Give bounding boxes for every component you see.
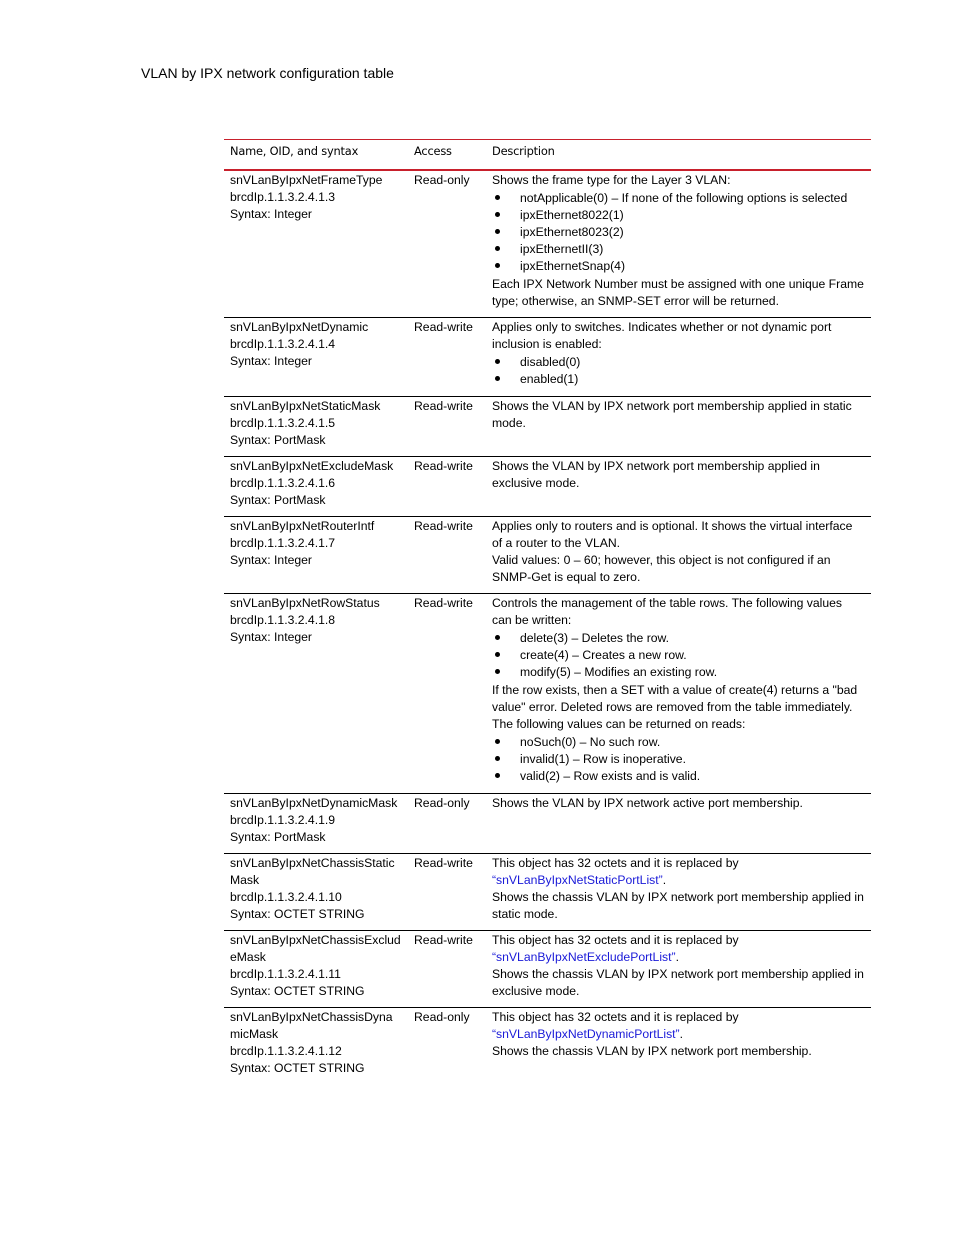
replacement-object-link[interactable]: “snVLanByIpxNetStaticPortList” bbox=[492, 873, 663, 887]
description-cell bbox=[486, 397, 871, 457]
object-syntax: Syntax: OCTET STRING bbox=[230, 984, 365, 998]
object-name: snVLanByIpxNetFrameType bbox=[230, 173, 383, 187]
description-cell bbox=[486, 318, 871, 397]
table-row bbox=[224, 794, 871, 854]
bullet-icon bbox=[495, 263, 500, 268]
name-cell bbox=[224, 397, 408, 457]
object-name: snVLanByIpxNetRowStatus bbox=[230, 596, 380, 610]
list-item: enabled(1) bbox=[492, 371, 865, 388]
bullet-icon bbox=[495, 246, 500, 251]
object-syntax: Syntax: Integer bbox=[230, 630, 312, 644]
object-oid: brcdIp.1.1.3.2.4.1.12 bbox=[230, 1044, 342, 1058]
bullet-icon bbox=[495, 195, 500, 200]
description-cell bbox=[486, 1008, 871, 1085]
access-cell: Read-write bbox=[408, 397, 486, 457]
bullet-icon bbox=[495, 635, 500, 640]
column-header-description: Description bbox=[486, 140, 871, 171]
object-syntax: Syntax: Integer bbox=[230, 207, 312, 221]
description-text: Shows the VLAN by IPX network port membership applied in exclusive mode. bbox=[492, 459, 820, 490]
description-cell bbox=[486, 457, 871, 517]
access-cell: Read-only bbox=[408, 794, 486, 854]
table-row bbox=[224, 854, 871, 931]
description-cell bbox=[486, 594, 871, 794]
running-head-title: VLAN by IPX network configuration table bbox=[141, 65, 394, 81]
description-text: This object has 32 octets and it is replaced by bbox=[492, 856, 739, 870]
table-row bbox=[224, 170, 871, 318]
table-row bbox=[224, 457, 871, 517]
description-text: Shows the VLAN by IPX network active port membership. bbox=[492, 796, 803, 810]
access-cell: Read-write bbox=[408, 931, 486, 1008]
object-syntax: Syntax: OCTET STRING bbox=[230, 1061, 365, 1075]
description-cell bbox=[486, 170, 871, 318]
object-syntax: Syntax: PortMask bbox=[230, 830, 326, 844]
bullet-icon bbox=[495, 359, 500, 364]
object-oid: brcdIp.1.1.3.2.4.1.6 bbox=[230, 476, 336, 490]
table-row bbox=[224, 517, 871, 594]
description-note: The following values can be returned on reads: bbox=[492, 717, 746, 731]
object-syntax: Syntax: PortMask bbox=[230, 433, 326, 447]
replacement-line: “snVLanByIpxNetStaticPortList”. bbox=[492, 873, 667, 887]
bullet-list bbox=[492, 190, 865, 275]
table-row bbox=[224, 1008, 871, 1085]
bullet-icon bbox=[495, 756, 500, 761]
object-oid: brcdIp.1.1.3.2.4.1.11 bbox=[230, 967, 341, 981]
access-cell: Read-only bbox=[408, 170, 486, 318]
table-row bbox=[224, 594, 871, 794]
description-text: This object has 32 octets and it is replaced by bbox=[492, 1010, 739, 1024]
object-syntax: Syntax: Integer bbox=[230, 354, 312, 368]
list-item: ipxEthernet8023(2) bbox=[492, 224, 865, 241]
object-name: snVLanByIpxNetDynamic bbox=[230, 320, 369, 334]
bullet-list bbox=[492, 734, 865, 785]
list-item: ipxEthernetII(3) bbox=[492, 241, 865, 258]
description-text: Controls the management of the table rows. The following values can be written: bbox=[492, 596, 843, 627]
description-note: Shows the chassis VLAN by IPX network port membership. bbox=[492, 1044, 812, 1058]
description-text: Applies only to routers and is optional. It shows the virtual interface of a router to the VLAN. bbox=[492, 519, 853, 550]
name-cell bbox=[224, 1008, 408, 1085]
bullet-icon bbox=[495, 652, 500, 657]
object-syntax: Syntax: PortMask bbox=[230, 493, 326, 507]
table-row bbox=[224, 931, 871, 1008]
access-cell: Read-write bbox=[408, 457, 486, 517]
object-name: snVLanByIpxNetDynamicMask bbox=[230, 796, 398, 810]
access-cell: Read-write bbox=[408, 854, 486, 931]
access-cell: Read-write bbox=[408, 517, 486, 594]
replacement-line: “snVLanByIpxNetExcludePortList”. bbox=[492, 950, 679, 964]
object-name-continued: eMask bbox=[230, 950, 266, 964]
description-text: Shows the frame type for the Layer 3 VLAN: bbox=[492, 173, 731, 187]
description-cell bbox=[486, 854, 871, 931]
column-header-access: Access bbox=[408, 140, 486, 171]
list-item: notApplicable(0) – If none of the following options is selected bbox=[492, 190, 865, 207]
description-cell bbox=[486, 794, 871, 854]
list-item: ipxEthernet8022(1) bbox=[492, 207, 865, 224]
object-syntax: Syntax: OCTET STRING bbox=[230, 907, 365, 921]
table-row bbox=[224, 397, 871, 457]
list-item: invalid(1) – Row is inoperative. bbox=[492, 751, 865, 768]
mib-object-table bbox=[224, 139, 871, 1084]
object-name: snVLanByIpxNetRouterIntf bbox=[230, 519, 375, 533]
replacement-object-link[interactable]: “snVLanByIpxNetDynamicPortList” bbox=[492, 1027, 680, 1041]
object-oid: brcdIp.1.1.3.2.4.1.10 bbox=[230, 890, 342, 904]
list-item: modify(5) – Modifies an existing row. bbox=[492, 664, 865, 681]
object-oid: brcdIp.1.1.3.2.4.1.7 bbox=[230, 536, 336, 550]
name-cell bbox=[224, 794, 408, 854]
list-item: valid(2) – Row exists and is valid. bbox=[492, 768, 865, 785]
name-cell bbox=[224, 457, 408, 517]
bullet-icon bbox=[495, 376, 500, 381]
list-item: delete(3) – Deletes the row. bbox=[492, 630, 865, 647]
replacement-line: “snVLanByIpxNetDynamicPortList”. bbox=[492, 1027, 684, 1041]
object-name-continued: Mask bbox=[230, 873, 260, 887]
bullet-list bbox=[492, 354, 865, 388]
bullet-icon bbox=[495, 212, 500, 217]
bullet-icon bbox=[495, 229, 500, 234]
description-text: Applies only to switches. Indicates whether or not dynamic port inclusion is enabled: bbox=[492, 320, 832, 351]
table-header-row bbox=[224, 140, 871, 171]
object-oid: brcdIp.1.1.3.2.4.1.8 bbox=[230, 613, 336, 627]
object-name-continued: micMask bbox=[230, 1027, 279, 1041]
object-oid: brcdIp.1.1.3.2.4.1.4 bbox=[230, 337, 336, 351]
name-cell bbox=[224, 931, 408, 1008]
name-cell bbox=[224, 594, 408, 794]
name-cell bbox=[224, 170, 408, 318]
access-cell: Read-write bbox=[408, 594, 486, 794]
description-note: Each IPX Network Number must be assigned with one unique Frame type; otherwise, an SNMP-SET error will be returned. bbox=[492, 277, 864, 308]
table-row bbox=[224, 318, 871, 397]
bullet-list bbox=[492, 630, 865, 681]
object-oid: brcdIp.1.1.3.2.4.1.9 bbox=[230, 813, 336, 827]
object-name: snVLanByIpxNetChassisDyna bbox=[230, 1010, 393, 1024]
bullet-icon bbox=[495, 739, 500, 744]
column-header-name: Name, OID, and syntax bbox=[224, 140, 408, 171]
list-item: ipxEthernetSnap(4) bbox=[492, 258, 865, 275]
bullet-icon bbox=[495, 773, 500, 778]
description-text: Shows the VLAN by IPX network port membership applied in static mode. bbox=[492, 399, 852, 430]
name-cell bbox=[224, 854, 408, 931]
bullet-icon bbox=[495, 669, 500, 674]
access-cell: Read-only bbox=[414, 1010, 470, 1024]
name-cell bbox=[224, 318, 408, 397]
object-name: snVLanByIpxNetChassisStatic bbox=[230, 856, 395, 870]
list-item: noSuch(0) – No such row. bbox=[492, 734, 865, 751]
description-cell bbox=[486, 931, 871, 1008]
list-item: disabled(0) bbox=[492, 354, 865, 371]
object-oid: brcdIp.1.1.3.2.4.1.5 bbox=[230, 416, 336, 430]
object-name: snVLanByIpxNetChassisExclud bbox=[230, 933, 401, 947]
description-note: Shows the chassis VLAN by IPX network port membership applied in static mode. bbox=[492, 890, 864, 921]
object-name: snVLanByIpxNetExcludeMask bbox=[230, 459, 394, 473]
object-name: snVLanByIpxNetStaticMask bbox=[230, 399, 381, 413]
access-cell: Read-write bbox=[408, 318, 486, 397]
description-text: This object has 32 octets and it is replaced by bbox=[492, 933, 739, 947]
description-note: Valid values: 0 – 60; however, this object is not configured if an SNMP-Get is equal to zero. bbox=[492, 553, 831, 584]
description-note: If the row exists, then a SET with a value of create(4) returns a "bad value" error. Deleted rows are removed from the table immediately. bbox=[492, 683, 858, 714]
list-item: create(4) – Creates a new row. bbox=[492, 647, 865, 664]
description-cell bbox=[486, 517, 871, 594]
replacement-object-link[interactable]: “snVLanByIpxNetExcludePortList” bbox=[492, 950, 676, 964]
object-oid: brcdIp.1.1.3.2.4.1.3 bbox=[230, 190, 336, 204]
object-syntax: Syntax: Integer bbox=[230, 553, 312, 567]
name-cell bbox=[224, 517, 408, 594]
description-note: Shows the chassis VLAN by IPX network port membership applied in exclusive mode. bbox=[492, 967, 864, 998]
